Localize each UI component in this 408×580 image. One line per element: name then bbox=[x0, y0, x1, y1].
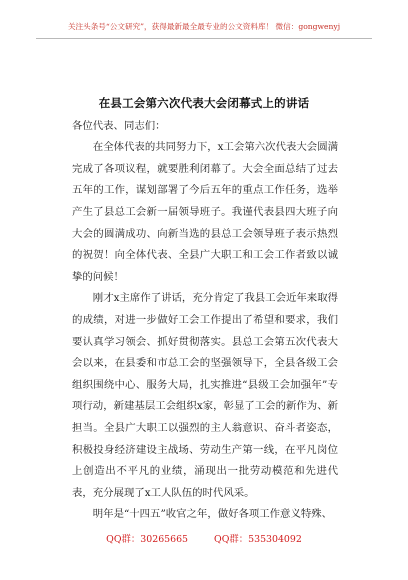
footer-qq-group-1: QQ群：30265665 bbox=[106, 534, 189, 545]
document-body bbox=[72, 112, 338, 526]
salutation: 各位代表、同志们： bbox=[72, 120, 166, 132]
footer-qq-group-2: QQ群：535304092 bbox=[214, 534, 302, 545]
paragraph-2: 刚才x主席作了讲话，充分肯定了我县工会近年来取得的成绩，对进一步做好工会工作提出了希望和要求，我们要认真学习领会、抓好贯彻落实。县总工会第五次代表大会以来，在县委和市总工会的坚强领导下，全县各级工会组织围绕中心、服务大局，扎实推进“县级工会加强年”专项行动，新建基层工会组织x家，彰显了工会的新作为、新担当。全县广大职工以强烈的主人翁意识、奋斗者姿态，积极投身经济建设主战场、劳动生产第一线，在平凡岗位上创造出不平凡的业绩，涌现出一批劳动模范和先进代表，充分展现了x工人队伍的时代风采。 bbox=[72, 292, 338, 499]
header-note: 关注头条号“公文研究”，获得最新最全最专业的公文资料库！ 微信：gongwenyj bbox=[67, 22, 341, 31]
footer bbox=[0, 531, 408, 545]
header-divider bbox=[36, 38, 372, 39]
paragraph-3: 明年是“十四五”收官之年，做好各项工作意义特殊、 bbox=[92, 508, 333, 521]
document-title: 在县工会第六次代表大会闭幕式上的讲话 bbox=[98, 96, 310, 110]
paragraph-1: 在全体代表的共同努力下，x工会第六次代表大会圆满完成了各项议程，就要胜利闭幕了。大会全面总结了过去五年的工作，谋划部署了今后五年的重点工作任务，选举产生了县总工会新一届领导班子。我谨代表县四大班子向大会的圆满成功、向新当选的县总工会领导班子表示热烈的祝贺！向全体代表、全县广大职工和工会工作者致以诚挚的问候！ bbox=[72, 141, 338, 283]
